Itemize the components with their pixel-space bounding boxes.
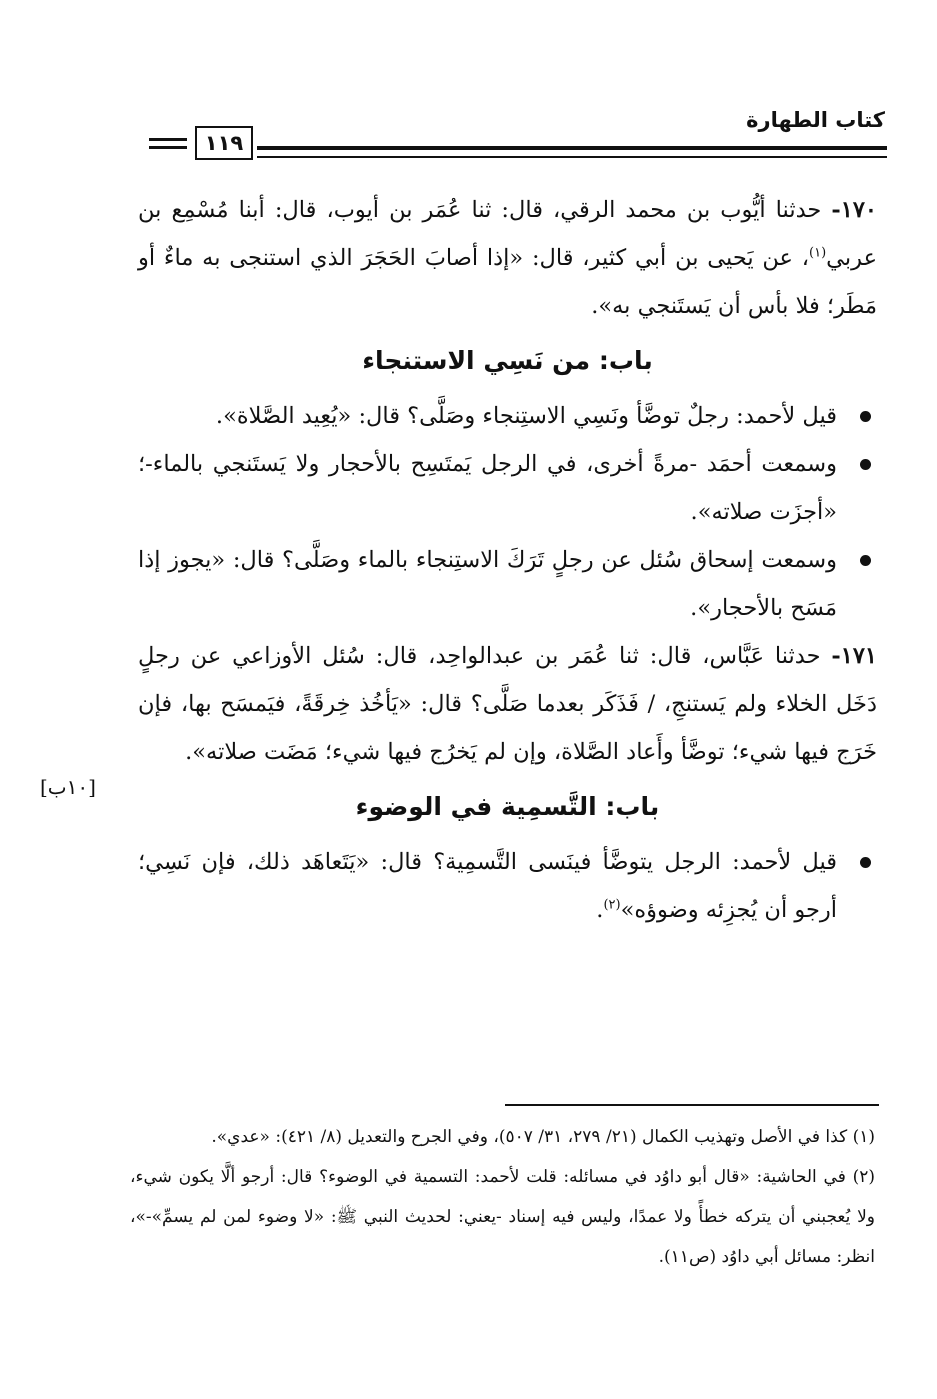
header-ornament-line [149, 138, 187, 141]
hadith-number: ١٧٠- [831, 197, 877, 223]
page-number: ١١٩ [195, 126, 253, 160]
bullet-dot [860, 411, 871, 422]
header-rule-thick [257, 146, 887, 150]
footnote-2: (٢) في الحاشية: «قال أبو داوُد في مسائله: قلت لأحمد: التسمية في الوضوء؟ قال: أرجو ألَّا يكون شيء، ولا يُعجبني أن يتركه خطأً ولا عمدًا، وليس فيه إسناد -يعني: لحديث النبي ﷺ: «لا وضوء لمن لم يسمِّ»-»، انظر: مسائل أبي داوُد (ص١١). [130, 1167, 875, 1267]
hadith-text: حدثنا أيُّوب بن محمد الرقي، قال: ثنا عُمَر بن أيوب، قال: أبنا مُسْمِع بن عربي [138, 197, 877, 271]
chapter-heading: باب: من نَسِي الاستنجاء [362, 346, 653, 375]
bullet-item [138, 440, 877, 536]
bullet-dot [860, 459, 871, 470]
bullet-text-end: . [596, 897, 604, 923]
hadith-170 [138, 186, 877, 330]
bullet-item [138, 536, 877, 632]
manuscript-folio-note: [١٠ب] [40, 775, 96, 799]
bullet-item [138, 392, 877, 440]
running-header-title: كتاب الطهارة [746, 108, 885, 132]
header-ornament-line [149, 146, 187, 149]
bullet-text: وسمعت إسحاق سُئل عن رجلٍ تَرَكَ الاستِنجاء بالماء وصَلَّى؟ قال: «يجوز إذا مَسَح بالأحجار». [138, 547, 837, 621]
hadith-text: حدثنا عَبَّاس، قال: ثنا عُمَر بن عبدالواحِد، قال: سُئل الأوزاعي عن رجلٍ دَخَل الخلاء ولم يَستنجِ، / فَذَكَر بعدما صَلَّى؟ قال: «يَأخُذ خِرقَةً، فيَمسَح بها، فإن خَرَج فيها شيء؛ توضَّأ وأَعاد الصَّلاة، وإن لم يَخرُج فيها شيء؛ مَضَت صلاته». [138, 643, 877, 765]
hadith-171 [138, 632, 877, 776]
footnote-marker: (١) [809, 245, 827, 261]
hadith-text-continued: ، عن يَحيى بن أبي كثير، قال: «إذا أصابَ الحَجَرَ الذي استنجى به ماءٌ أو مَطَر؛ فلا بأس أن يَستَنجي به». [138, 245, 877, 319]
footnote-separator [505, 1104, 879, 1106]
bullet-text: وسمعت أحمَد -مرةً أخرى، في الرجل يَمتَسِح بالأحجار ولا يَستَنجي بالماء-؛ «أجزَت صلاته». [138, 451, 837, 525]
footnotes [130, 1117, 875, 1277]
chapter-heading: باب: التَّسمِية في الوضوء [355, 792, 660, 821]
footnote-marker: (٢) [603, 897, 621, 913]
bullet-text: قيل لأحمد: رجلٌ توضَّأ ونَسِي الاستِنجاء وصَلَّى؟ قال: «يُعِيد الصَّلاة». [215, 403, 837, 429]
bullet-dot [860, 555, 871, 566]
hadith-number: ١٧١- [831, 643, 877, 669]
header-rule-thin [257, 156, 887, 158]
main-text [138, 186, 877, 934]
bullet-item [138, 838, 877, 934]
footnote-1: (١) كذا في الأصل وتهذيب الكمال (٢١/ ٢٧٩، ٣١/ ٥٠٧)، وفي الجرح والتعديل (٨/ ٤٢١): «عدي». [211, 1127, 875, 1147]
bullet-text: قيل لأحمد: الرجل يتوضَّأ فينَسى التَّسمِية؟ قال: «يَتَعاهَد ذلك، فإن نَسِي؛ أرجو أن يُجزِئه وضوؤه» [138, 849, 837, 923]
bullet-dot [860, 857, 871, 868]
